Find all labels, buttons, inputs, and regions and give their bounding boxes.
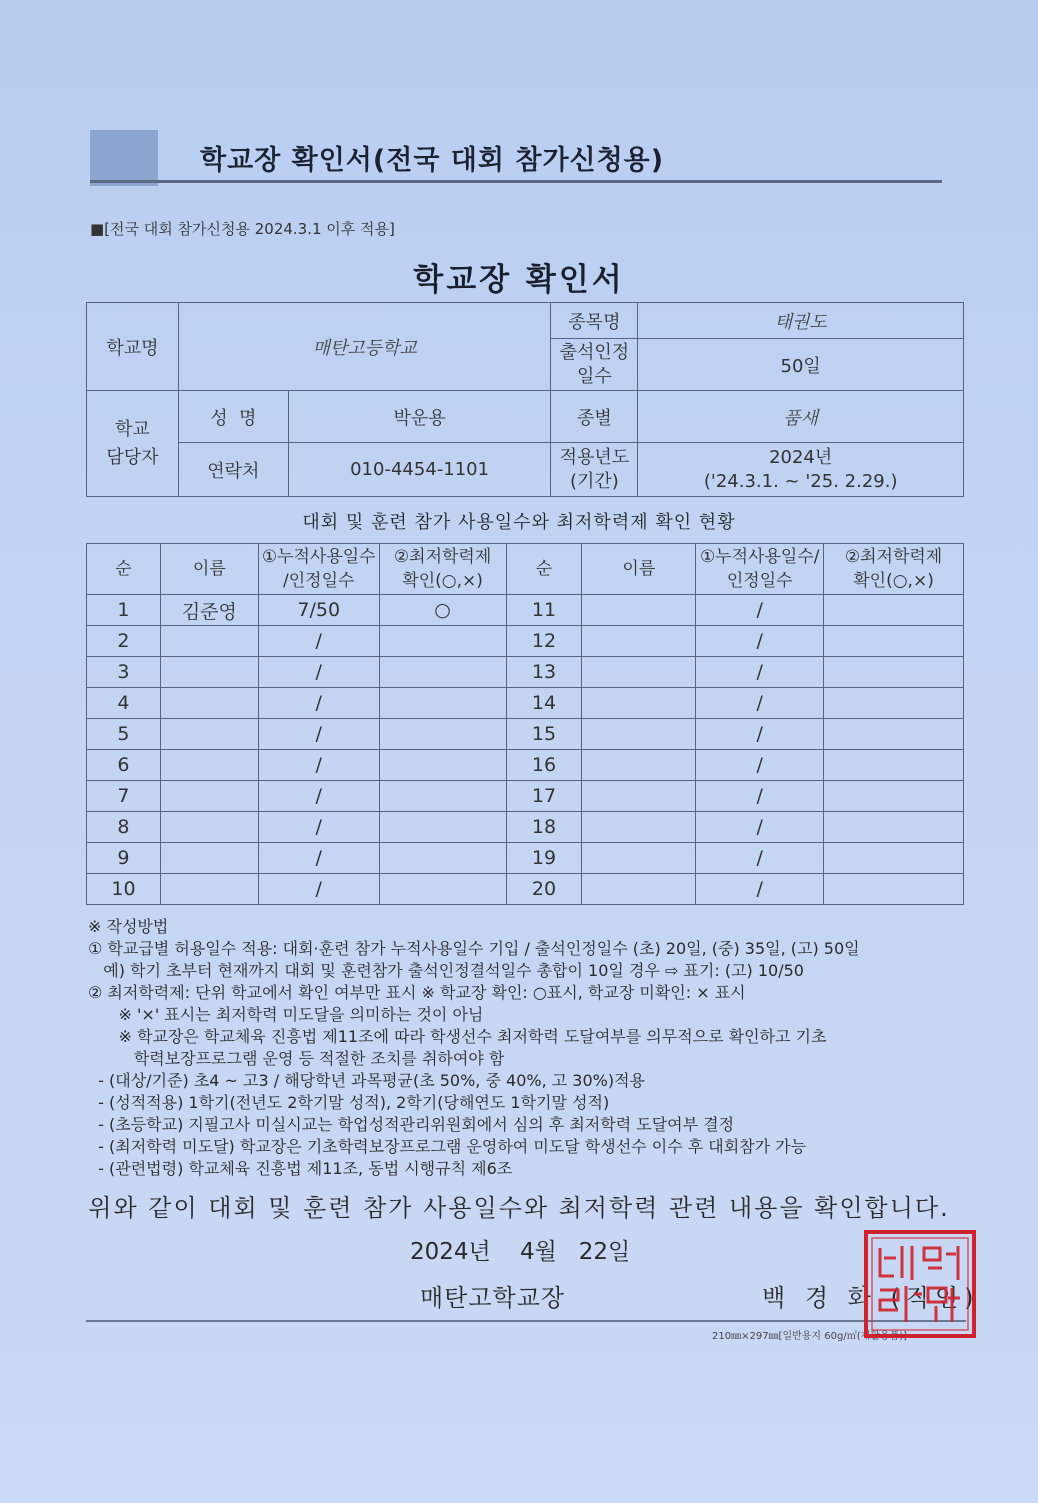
row-number: 1 [87, 595, 161, 626]
contact-person-label: 학교 담당자 [87, 391, 179, 497]
row-number: 16 [506, 750, 582, 781]
header-title: 학교장 확인서(전국 대회 참가신청용) [200, 145, 665, 176]
header-days-left: ①누적사용일수 /인정일수 [258, 544, 379, 595]
instruction-line: ※ 작성방법 [88, 917, 169, 936]
row-number: 11 [506, 595, 582, 626]
principal-name: 백 경 화 (직인) [762, 1284, 980, 1312]
row-name [582, 874, 696, 905]
row-number: 20 [506, 874, 582, 905]
instruction-line: ※ '×' 표시는 최저학력 미도달을 의미하는 것이 아님 [88, 1005, 484, 1024]
seal-glyphs [880, 1246, 960, 1322]
row-days: / [696, 657, 824, 688]
row-number: 6 [87, 750, 161, 781]
row-days: / [696, 626, 824, 657]
row-number: 17 [506, 781, 582, 812]
table-row [87, 843, 964, 874]
header-no-left: 순 [87, 544, 161, 595]
row-check [824, 595, 964, 626]
instruction-line: - (성적적용) 1학기(전년도 2학기말 성적), 2학기(당해연도 1학기말 성적) [88, 1093, 610, 1112]
row-days: / [696, 874, 824, 905]
row-check [379, 688, 506, 719]
category-value: 품새 [638, 391, 964, 443]
instruction-line: ※ 학교장은 학교체육 진흥법 제11조에 따라 학생선수 최저학력 도달여부를 의무적으로 확인하고 기초 [88, 1027, 827, 1046]
row-name [582, 750, 696, 781]
instruction-line: - (초등학교) 지필고사 미실시교는 학업성적관리위원회에서 심의 후 최저학력 도달여부 결정 [88, 1115, 735, 1134]
sport-value: 태권도 [638, 303, 964, 339]
school-principal-title: 매탄고학교장 [420, 1284, 566, 1312]
row-number: 12 [506, 626, 582, 657]
row-days: / [258, 874, 379, 905]
phone-label: 연락처 [178, 443, 288, 497]
instruction-line: 예) 학기 초부터 현재까지 대회 및 훈련참가 출석인정결석일수 총합이 10일 경우 ⇨ 표기: (고) 10/50 [88, 961, 804, 980]
sport-label: 종목명 [551, 303, 638, 339]
row-name [160, 719, 258, 750]
row-days: / [696, 812, 824, 843]
row-number: 5 [87, 719, 161, 750]
table-row [87, 812, 964, 843]
status-caption: 대회 및 훈련 참가 사용일수와 최저학력제 확인 현황 [302, 512, 736, 533]
row-number: 3 [87, 657, 161, 688]
row-name [160, 843, 258, 874]
row-name [582, 812, 696, 843]
phone-value: 010-4454-1101 [288, 443, 551, 497]
row-name [582, 719, 696, 750]
row-name [160, 688, 258, 719]
period-value [638, 443, 964, 497]
attendance-value: 50일 [638, 339, 964, 391]
table-row [87, 719, 964, 750]
row-days: / [696, 750, 824, 781]
row-days: / [258, 750, 379, 781]
row-check [379, 626, 506, 657]
instruction-line: - (관련법령) 학교체육 진흥법 제11조, 동법 시행규칙 제6조 [88, 1159, 513, 1178]
instruction-line: - (대상/기준) 초4 ~ 고3 / 해당학년 과목평균(초 50%, 중 40%, 고 30%)적용 [88, 1071, 646, 1090]
row-name [582, 626, 696, 657]
instruction-line: - (최저학력 미도달) 학교장은 기초학력보장프로그램 운영하여 미도달 학생선수 이수 후 대회참가 가능 [88, 1137, 807, 1156]
row-check [379, 812, 506, 843]
row-number: 10 [87, 874, 161, 905]
row-days: / [696, 719, 824, 750]
row-days: / [258, 688, 379, 719]
row-number: 15 [506, 719, 582, 750]
row-days: / [696, 688, 824, 719]
period-year: 2024년 [769, 446, 833, 468]
row-name [160, 657, 258, 688]
row-name: 김준영 [160, 595, 258, 626]
row-check [824, 626, 964, 657]
row-number: 7 [87, 781, 161, 812]
row-name [582, 843, 696, 874]
row-check [824, 688, 964, 719]
row-name [160, 812, 258, 843]
row-days: / [696, 843, 824, 874]
instruction-line: ① 학교급별 허용일수 적용: 대회·훈련 참가 누적사용일수 기입 / 출석인정일수 (초) 20일, (중) 35일, (고) 50일 [88, 939, 860, 958]
table-row [87, 750, 964, 781]
row-check [824, 874, 964, 905]
row-check [379, 657, 506, 688]
row-number: 2 [87, 626, 161, 657]
table-row [87, 657, 964, 688]
table-row [87, 595, 964, 626]
name-label: 성 명 [178, 391, 288, 443]
row-number: 18 [506, 812, 582, 843]
row-days: / [258, 657, 379, 688]
row-days: / [258, 719, 379, 750]
table-row [87, 874, 964, 905]
instruction-line: ② 최저학력제: 단위 학교에서 확인 여부만 표시 ※ 학교장 확인: ○표시, 학교장 미확인: × 표시 [88, 983, 746, 1002]
row-number: 8 [87, 812, 161, 843]
period-range: ('24.3.1. ~ '25. 2.29.) [703, 470, 898, 492]
category-label: 종별 [551, 391, 638, 443]
row-days: 7/50 [258, 595, 379, 626]
row-check [824, 719, 964, 750]
row-days: / [696, 781, 824, 812]
row-name [160, 781, 258, 812]
row-number: 19 [506, 843, 582, 874]
issue-date: 2024년 4월 22일 [410, 1239, 631, 1265]
row-number: 9 [87, 843, 161, 874]
row-check [824, 657, 964, 688]
header-shade-block [90, 130, 158, 186]
row-check [379, 719, 506, 750]
applicability-note: ■[전국 대회 참가신청용 2024.3.1 이후 적용] [90, 220, 395, 238]
row-check [824, 843, 964, 874]
row-check [379, 750, 506, 781]
status-table-header [87, 544, 964, 595]
confirmation-statement: 위와 같이 대회 및 훈련 참가 사용일수와 최저학력 관련 내용을 확인합니다. [88, 1194, 950, 1222]
school-value: 매탄고등학교 [178, 303, 551, 391]
row-name [160, 626, 258, 657]
row-check [824, 750, 964, 781]
row-name [582, 595, 696, 626]
row-number: 4 [87, 688, 161, 719]
row-name [582, 781, 696, 812]
row-check: ○ [379, 595, 506, 626]
status-table [86, 543, 964, 905]
row-days: / [258, 626, 379, 657]
document-title: 학교장 확인서 [413, 262, 625, 298]
header-name-left: 이름 [160, 544, 258, 595]
name-value: 박운용 [288, 391, 551, 443]
seal-inner-border [872, 1238, 968, 1330]
attendance-label: 출석인정 일수 [551, 339, 638, 391]
row-name [582, 657, 696, 688]
status-table-body [87, 595, 964, 905]
row-check [824, 812, 964, 843]
row-check [824, 781, 964, 812]
header-check-left: ②최저학력제 확인(○,×) [379, 544, 506, 595]
table-row [87, 688, 964, 719]
row-name [582, 688, 696, 719]
row-days: / [258, 812, 379, 843]
paper-spec-footnote: 210㎜×297㎜[일반용지 60g/㎡(재활용품)] [712, 1331, 908, 1342]
header-no-right: 순 [506, 544, 582, 595]
row-check [379, 874, 506, 905]
row-days: / [696, 595, 824, 626]
header-days-right: ①누적사용일수/ 인정일수 [696, 544, 824, 595]
school-label: 학교명 [87, 303, 179, 391]
header-name-right: 이름 [582, 544, 696, 595]
row-name [160, 874, 258, 905]
period-label: 적용년도 (기간) [551, 443, 638, 497]
row-check [379, 843, 506, 874]
row-name [160, 750, 258, 781]
row-number: 14 [506, 688, 582, 719]
writing-instructions [88, 916, 968, 1180]
header-check-right: ②최저학력제 확인(○,×) [824, 544, 964, 595]
instruction-line: 학력보장프로그램 운영 등 적절한 조치를 취하여야 함 [88, 1049, 505, 1068]
table-row [87, 781, 964, 812]
row-check [379, 781, 506, 812]
row-number: 13 [506, 657, 582, 688]
official-seal-stamp [862, 1228, 978, 1340]
header-divider [90, 180, 942, 183]
row-days: / [258, 843, 379, 874]
footer-divider [86, 1320, 966, 1322]
table-row [87, 626, 964, 657]
info-table [86, 302, 964, 497]
row-days: / [258, 781, 379, 812]
